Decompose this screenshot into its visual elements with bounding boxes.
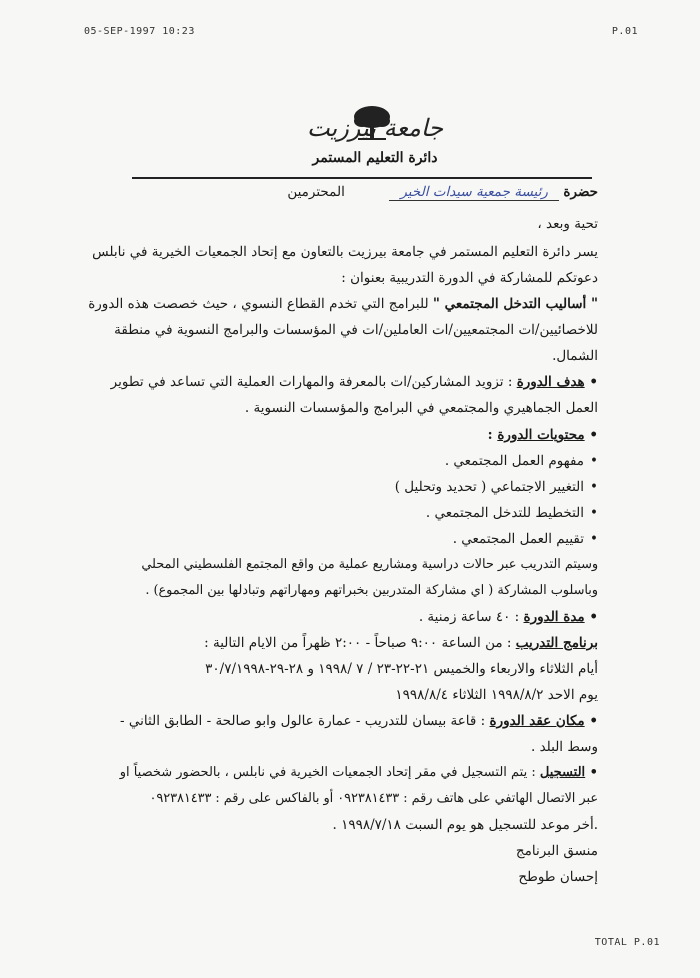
signature-role: منسق البرنامج xyxy=(515,843,598,859)
duration-text: : ٤٠ ساعة زمنية . xyxy=(418,609,520,625)
header-divider xyxy=(132,177,592,179)
intro-line-3-text: للبرامج التي تخدم القطاع النسوي ، حيث خصصت هذه الدورة xyxy=(88,296,429,312)
venue-label: مكان عقد الدورة xyxy=(489,713,585,729)
intro-line-3 xyxy=(88,296,598,312)
method-line-1: وسيتم التدريب عبر حالات دراسية ومشاريع عملية من واقع المجتمع الفلسطيني المحلي xyxy=(141,557,598,572)
goal-label: هدف الدورة xyxy=(516,374,585,390)
intro-line-4: للاخصائيين/ات المجتمعيين/ات العاملين/ات في المؤسسات والبرامج النسوية في منطقة xyxy=(114,322,598,338)
intro-line-2: دعوتكم للمشاركة في الدورة التدريبية بعنوان : xyxy=(341,270,598,286)
program-line-2: أيام الثلاثاء والاربعاء والخميس ٢١-٢٢-٢٣ / ٧ /١٩٩٨ و ٢٨-٢٩-٣٠/٧/١٩٩٨ xyxy=(205,661,598,677)
signature-name: إحسان طوطح xyxy=(518,869,598,885)
greeting: تحية وبعد ، xyxy=(537,216,598,232)
goal-line-2: العمل الجماهيري والمجتمعي في البرامج والمؤسسات النسوية . xyxy=(244,400,598,416)
method-line-2: وباسلوب المشاركة ( اي مشاركة المتدربين بخبراتهم ومهاراتهم وتبادلها بين المجموع) . xyxy=(145,583,598,598)
registration-line: • التسجيل : يتم التسجيل في مقر إتحاد الجمعيات الخيرية في نابلس ، بالحضور شخصياً او xyxy=(119,765,598,780)
program-label: برنامج التدريب xyxy=(515,635,598,651)
registration-line-2: عبر الاتصال الهاتفي على هاتف رقم : ٠٩٢٣٨١٤٣٣ أو بالفاكس على رقم : ٠٩٢٣٨١٤٣٣ xyxy=(149,791,598,806)
department-name: دائرة التعليم المستمر xyxy=(312,150,438,166)
program-line xyxy=(204,635,598,651)
contents-item: •التغيير الاجتماعي ( تحديد وتحليل ) xyxy=(394,479,598,495)
fax-page-number: P.01 xyxy=(611,26,638,37)
salutation-line xyxy=(287,184,598,201)
goal-line: • هدف الدورة : تزويد المشاركين/ات بالمعرفة والمهارات العملية التي تساعد في تطوير xyxy=(110,374,598,390)
duration-label: مدة الدورة xyxy=(523,609,585,625)
venue-line: • مكان عقد الدورة : قاعة بيسان للتدريب - عمارة عالول وابو صالحة - الطابق الثاني - xyxy=(120,713,598,729)
fax-total-pages: TOTAL P.01 xyxy=(594,937,660,948)
contents-item: •مفهوم العمل المجتمعي . xyxy=(444,453,598,469)
contents-item: •التخطيط للتدخل المجتمعي . xyxy=(425,505,598,521)
contents-item: •تقييم العمل المجتمعي . xyxy=(452,531,598,547)
registration-label: التسجيل xyxy=(539,765,586,780)
venue-text: : قاعة بيسان للتدريب - عمارة عالول وابو صالحة - الطابق الثاني - xyxy=(120,713,486,729)
registration-text: : يتم التسجيل في مقر إتحاد الجمعيات الخيرية في نابلس ، بالحضور شخصياً او xyxy=(119,765,536,780)
intro-line-5: الشمال. xyxy=(552,348,598,364)
salutation-prefix: حضرة xyxy=(563,184,598,200)
duration-line: • مدة الدورة : ٤٠ ساعة زمنية . xyxy=(418,609,598,625)
university-logo-text: جامعة بيرزيت xyxy=(306,114,444,142)
intro-line-1: يسر دائرة التعليم المستمر في جامعة بيرزيت بالتعاون مع إتحاد الجمعيات الخيرية في نابلس xyxy=(92,244,598,260)
fax-date-time: 05-SEP-1997 10:23 xyxy=(84,26,195,37)
salutation-suffix: المحترمين xyxy=(287,184,345,200)
course-title: " أساليب التدخل المجتمعي " xyxy=(432,296,598,312)
program-line-3: يوم الاحد ١٩٩٨/٨/٢ الثلاثاء ١٩٩٨/٨/٤ xyxy=(395,687,598,703)
program-text: : من الساعة ٩:٠٠ صباحاً - ٢:٠٠ ظهراً من الايام التالية : xyxy=(204,635,512,651)
contents-label: محتويات الدورة xyxy=(497,427,585,443)
letterhead xyxy=(200,104,500,184)
goal-text: : تزويد المشاركين/ات بالمعرفة والمهارات العملية التي تساعد في تطوير xyxy=(110,374,513,390)
addressee-handwritten: رئيسة جمعية سيدات الخير xyxy=(389,184,559,201)
contents-heading: • محتويات الدورة : xyxy=(487,427,598,443)
venue-line-2: وسط البلد . xyxy=(530,739,598,755)
registration-line-3: .أخر موعد للتسجيل هو يوم السبت ١٩٩٨/٧/١٨ . xyxy=(332,817,598,833)
